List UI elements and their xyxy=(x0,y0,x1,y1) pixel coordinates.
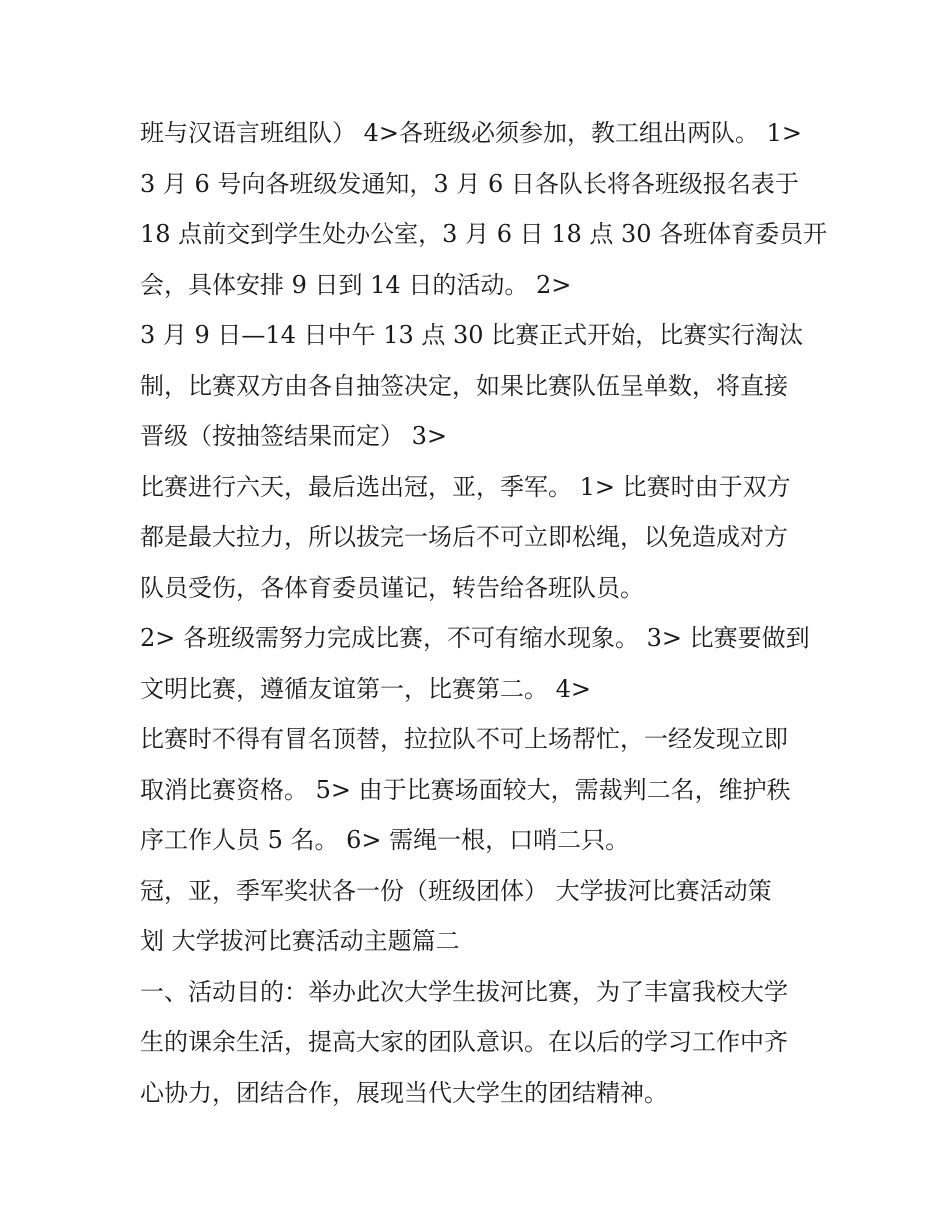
text-line: 3 月 9 日—14 日中午 13 点 30 比赛正式开始，比赛实行淘汰 xyxy=(140,321,804,349)
text-line: 18 点前交到学生处办公室，3 月 6 日 18 点 30 各班体育委员开 xyxy=(140,220,828,248)
text-line: 都是最大拉力，所以拔完一场后不可立即松绳，以免造成对方 xyxy=(140,523,788,551)
text-line: 比赛进行六天，最后选出冠，亚，季军。 1> 比赛时由于双方 xyxy=(140,472,791,501)
text-line: 比赛时不得有冒名顶替，拉拉队不可上场帮忙，一经发现立即 xyxy=(140,725,788,753)
text-line: 制，比赛双方由各自抽签决定，如果比赛队伍呈单数，将直接 xyxy=(140,371,788,400)
text-line: 心协力，团结合作，展现当代大学生的团结精神。 xyxy=(140,1078,668,1107)
text-line: 生的课余生活，提高大家的团队意识。在以后的学习工作中齐 xyxy=(140,1028,788,1056)
text-line: 文明比赛，遵循友谊第一，比赛第二。 4> xyxy=(140,674,592,703)
text-line: 序工作人员 5 名。 6> 需绳一根，口哨二只。 xyxy=(140,826,630,854)
text-line: 取消比赛资格。 5> 由于比赛场面较大，需裁判二名，维护秩 xyxy=(140,775,791,804)
text-line: 班与汉语言班组队） 4>各班级必须参加，教工组出两队。 1> xyxy=(140,119,803,147)
text-line: 3 月 6 号向各班级发通知，3 月 6 日各队长将各班级报名表于 xyxy=(140,169,799,198)
text-line: 划 大学拔河比赛活动主题篇二 xyxy=(140,927,460,955)
body-text xyxy=(140,108,830,1118)
text-line: 冠，亚，季军奖状各一份（班级团体） 大学拔河比赛活动策 xyxy=(140,876,772,905)
text-line: 会，具体安排 9 日到 14 日的活动。 2> xyxy=(140,270,572,299)
text-line: 一、活动目的：举办此次大学生拔河比赛，为了丰富我校大学 xyxy=(140,977,788,1006)
text-line: 晋级（按抽签结果而定） 3> xyxy=(140,422,448,450)
text-line: 队员受伤，各体育委员谨记，转告给各班队员。 xyxy=(140,573,644,602)
text-line: 2> 各班级需努力完成比赛，不可有缩水现象。 3> 比赛要做到 xyxy=(140,624,810,652)
